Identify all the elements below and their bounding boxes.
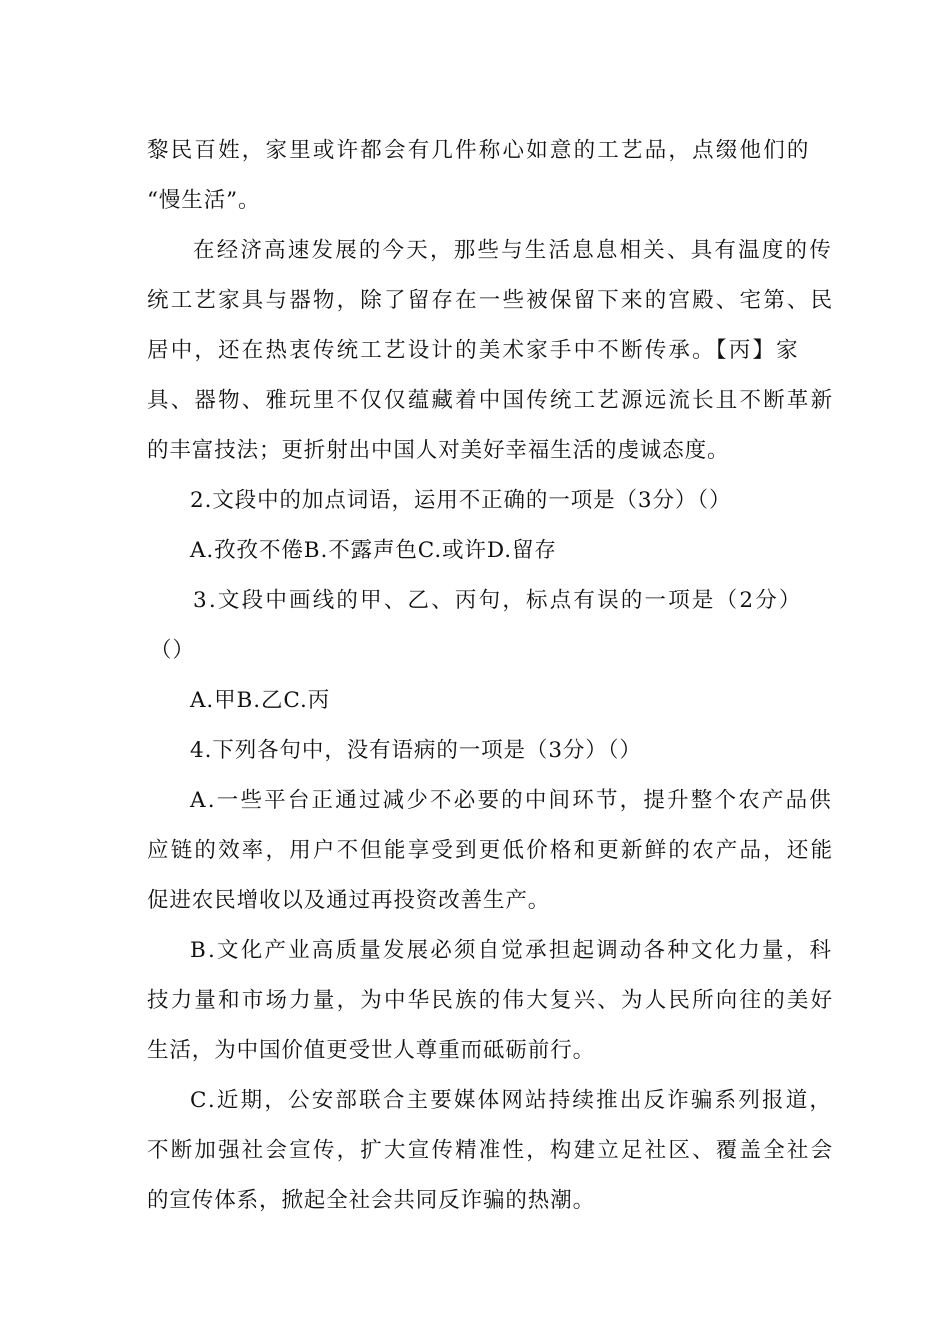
paragraph-1-line-2: “慢生活”。: [147, 188, 261, 213]
option-a-line-3: 促进农民增收以及通过再投资改善生产。: [147, 888, 551, 913]
question-4: 4.下列各句中，没有语病的一项是（3分）（）: [190, 738, 642, 763]
option-b-line-3: 生活，为中国价值更受世人尊重而砥砺前行。: [147, 1038, 596, 1063]
paragraph-2-line-4: 具、器物、雅玩里不仅仅蕴藏着中国传统工艺源远流长且不断革新: [147, 388, 835, 413]
question-3: 3.文段中画线的甲、乙、丙句，标点有误的一项是（2分）: [193, 588, 803, 613]
option-c-line-2: 不断加强社会宣传，扩大宣传精准性，构建立足社区、覆盖全社会: [147, 1138, 835, 1163]
option-c-line-3: 的宣传体系，掀起全社会共同反诈骗的热潮。: [147, 1188, 596, 1213]
question-2-options: A.孜孜不倦B.不露声色C.或许D.留存: [190, 538, 557, 563]
question-3-blank: （）: [150, 638, 195, 663]
question-3-options: A.甲B.乙C.丙: [190, 688, 331, 713]
paragraph-1-line-1: 黎民百姓，家里或许都会有几件称心如意的工艺品，点缀他们的: [147, 138, 811, 163]
option-c-line-1: C.近期，公安部联合主要媒体网站持续推出反诈骗系列报道，: [190, 1088, 834, 1113]
option-a-line-2: 应链的效率，用户不但能享受到更低价格和更新鲜的农产品，还能: [147, 838, 835, 863]
option-b-line-1: B.文化产业高质量发展必须自觉承担起调动各种文化力量，科: [190, 938, 834, 963]
question-2: 2.文段中的加点词语，运用不正确的一项是（3分）（）: [190, 488, 732, 513]
paragraph-2-line-5: 的丰富技法；更折射出中国人对美好幸福生活的虔诚态度。: [147, 438, 730, 463]
paragraph-2-line-2: 统工艺家具与器物，除了留存在一些被保留下来的宫殿、宅第、民: [147, 288, 835, 313]
option-a-line-1: A.一些平台正通过减少不必要的中间环节，提升整个农产品供: [190, 788, 833, 813]
paragraph-2-line-3: 居中，还在热衷传统工艺设计的美术家手中不断传承。【丙】家: [147, 338, 800, 363]
option-b-line-2: 技力量和市场力量，为中华民族的伟大复兴、为人民所向往的美好: [147, 988, 835, 1013]
paragraph-2-line-1: 在经济高速发展的今天，那些与生活息息相关、具有温度的传: [193, 238, 833, 263]
